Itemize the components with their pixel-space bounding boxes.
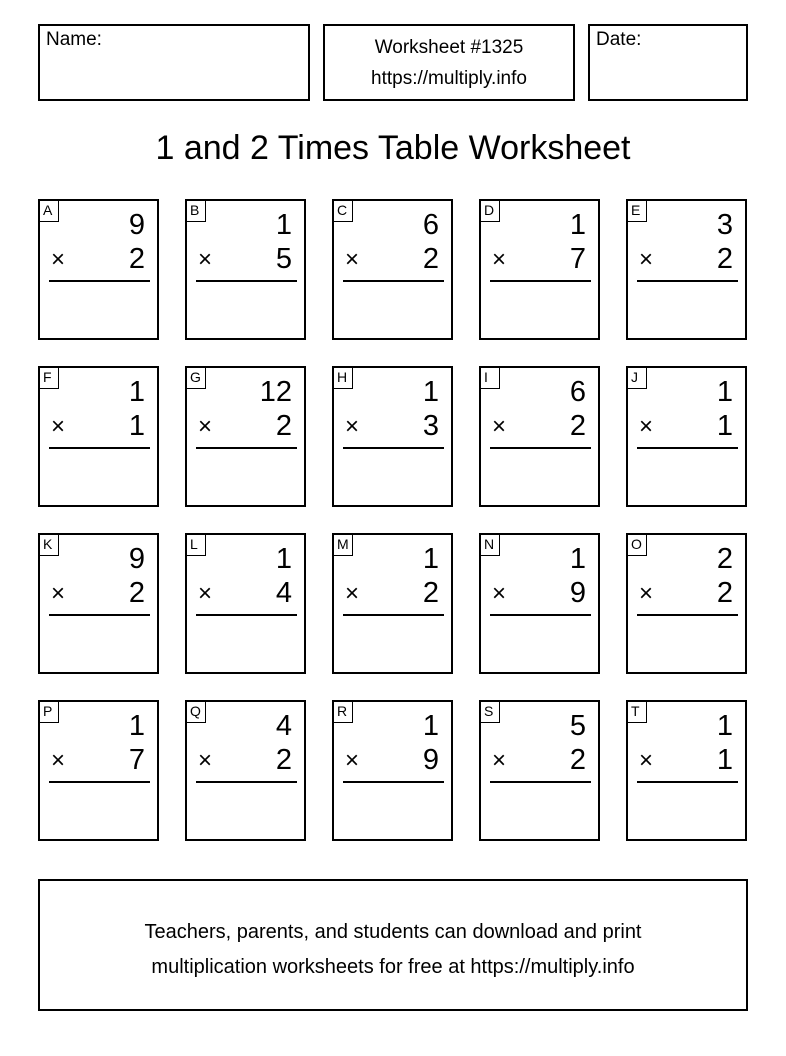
footer-text [40, 915, 746, 985]
answer-line [490, 781, 591, 783]
times-sign: × [639, 747, 654, 774]
problem-box[interactable] [626, 366, 747, 507]
multiplier: 2 [716, 243, 733, 275]
problem-box[interactable] [479, 533, 600, 674]
times-sign: × [639, 413, 654, 440]
answer-line [196, 781, 297, 783]
worksheet-info-box [323, 24, 575, 101]
times-sign: × [492, 246, 507, 273]
multiplicand: 1 [422, 376, 439, 408]
problem-label: J [627, 367, 647, 389]
answer-line [343, 280, 444, 282]
multiplier: 2 [422, 577, 439, 609]
answer-line [637, 781, 738, 783]
problem-label: S [480, 701, 500, 723]
problem-label: T [627, 701, 647, 723]
multiplier: 2 [422, 243, 439, 275]
times-sign: × [492, 580, 507, 607]
times-sign: × [51, 246, 66, 273]
times-sign: × [51, 580, 66, 607]
problem-box[interactable] [38, 700, 159, 841]
answer-line [196, 447, 297, 449]
problem-label: L [186, 534, 206, 556]
times-sign: × [639, 246, 654, 273]
problem-label: Q [186, 701, 206, 723]
worksheet-url: https://multiply.info [371, 68, 527, 89]
problem-label: E [627, 200, 647, 222]
multiplicand: 1 [422, 710, 439, 742]
problem-box[interactable] [479, 199, 600, 340]
times-sign: × [51, 413, 66, 440]
multiplicand: 6 [422, 209, 439, 241]
problem-label: H [333, 367, 353, 389]
problem-label: C [333, 200, 353, 222]
problem-label: I [480, 367, 500, 389]
multiplier: 2 [128, 243, 145, 275]
times-sign: × [492, 747, 507, 774]
problem-label: O [627, 534, 647, 556]
answer-line [343, 614, 444, 616]
multiplier: 1 [716, 744, 733, 776]
problem-box[interactable] [332, 533, 453, 674]
multiplicand: 9 [128, 209, 145, 241]
times-sign: × [198, 413, 213, 440]
problem-label: G [186, 367, 206, 389]
problem-label: P [39, 701, 59, 723]
footer-box [38, 879, 748, 1011]
times-sign: × [345, 246, 360, 273]
problem-box[interactable] [626, 700, 747, 841]
multiplier: 2 [569, 744, 586, 776]
problem-box[interactable] [479, 700, 600, 841]
date-label: Date: [596, 29, 642, 50]
times-sign: × [345, 413, 360, 440]
name-box[interactable] [38, 24, 310, 101]
problem-label: R [333, 701, 353, 723]
answer-line [343, 447, 444, 449]
times-sign: × [198, 747, 213, 774]
answer-line [343, 781, 444, 783]
footer-line-1: Teachers, parents, and students can download and print [144, 921, 642, 943]
answer-line [637, 447, 738, 449]
problem-label: F [39, 367, 59, 389]
date-box[interactable] [588, 24, 748, 101]
problem-label: K [39, 534, 59, 556]
multiplicand: 1 [275, 209, 292, 241]
problem-label: M [333, 534, 353, 556]
problem-box[interactable] [332, 199, 453, 340]
problem-box[interactable] [185, 199, 306, 340]
answer-line [196, 280, 297, 282]
multiplier: 2 [275, 744, 292, 776]
multiplier: 1 [128, 410, 145, 442]
multiplicand: 1 [422, 543, 439, 575]
problem-label: D [480, 200, 500, 222]
multiplier: 2 [275, 410, 292, 442]
answer-line [490, 447, 591, 449]
multiplier: 4 [275, 577, 292, 609]
answer-line [49, 614, 150, 616]
answer-line [637, 280, 738, 282]
times-sign: × [345, 580, 360, 607]
times-sign: × [639, 580, 654, 607]
multiplicand: 1 [569, 209, 586, 241]
answer-line [49, 447, 150, 449]
footer-line-2: multiplication worksheets for free at https://multiply.info [151, 956, 635, 978]
answer-line [49, 781, 150, 783]
multiplier: 1 [716, 410, 733, 442]
multiplier: 7 [128, 744, 145, 776]
times-sign: × [492, 413, 507, 440]
multiplier: 5 [275, 243, 292, 275]
name-label: Name: [46, 29, 102, 50]
multiplicand: 1 [128, 376, 145, 408]
multiplicand: 1 [716, 710, 733, 742]
problem-box[interactable] [185, 700, 306, 841]
multiplicand: 6 [569, 376, 586, 408]
multiplier: 2 [128, 577, 145, 609]
problem-box[interactable] [185, 366, 306, 507]
page-title: 1 and 2 Times Table Worksheet [155, 129, 631, 167]
problem-box[interactable] [479, 366, 600, 507]
problem-box[interactable] [185, 533, 306, 674]
problem-label: A [39, 200, 59, 222]
answer-line [49, 280, 150, 282]
multiplier: 2 [569, 410, 586, 442]
multiplier: 9 [569, 577, 586, 609]
multiplicand: 12 [259, 376, 292, 408]
answer-line [196, 614, 297, 616]
multiplicand: 5 [569, 710, 586, 742]
times-sign: × [198, 580, 213, 607]
multiplicand: 1 [275, 543, 292, 575]
multiplicand: 1 [128, 710, 145, 742]
multiplier: 7 [569, 243, 586, 275]
problem-box[interactable] [626, 199, 747, 340]
multiplier: 3 [422, 410, 439, 442]
problem-label: B [186, 200, 206, 222]
multiplicand: 2 [716, 543, 733, 575]
problem-box[interactable] [626, 533, 747, 674]
times-sign: × [345, 747, 360, 774]
times-sign: × [198, 246, 213, 273]
problem-box[interactable] [38, 199, 159, 340]
multiplier: 2 [716, 577, 733, 609]
answer-line [637, 614, 738, 616]
multiplicand: 4 [275, 710, 292, 742]
problem-box[interactable] [38, 366, 159, 507]
multiplicand: 1 [716, 376, 733, 408]
problem-box[interactable] [332, 366, 453, 507]
problem-box[interactable] [332, 700, 453, 841]
worksheet-number: Worksheet #1325 [374, 37, 524, 58]
problem-box[interactable] [38, 533, 159, 674]
problem-label: N [480, 534, 500, 556]
multiplicand: 9 [128, 543, 145, 575]
multiplier: 9 [422, 744, 439, 776]
times-sign: × [51, 747, 66, 774]
multiplicand: 1 [569, 543, 586, 575]
answer-line [490, 614, 591, 616]
multiplicand: 3 [716, 209, 733, 241]
answer-line [490, 280, 591, 282]
